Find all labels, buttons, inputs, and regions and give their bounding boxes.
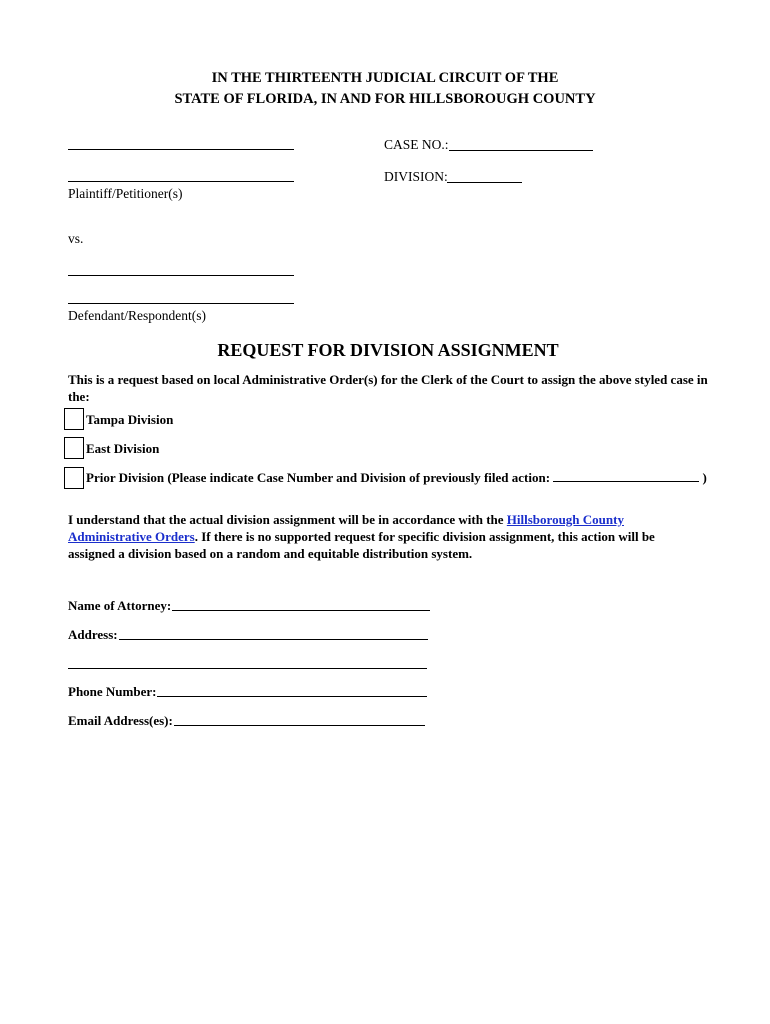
tampa-division-label: Tampa Division [86,412,174,427]
prior-division-checkbox[interactable] [64,467,84,489]
address-label: Address: [68,627,118,642]
statement-prefix: I understand that the actual division assignment will be in accordance with the [68,512,504,527]
division-label: DIVISION: [384,169,448,184]
address-field-1[interactable] [119,639,428,640]
address-field-2[interactable] [68,668,427,669]
tampa-division-checkbox[interactable] [64,408,84,430]
plaintiff-line-1[interactable] [68,149,294,150]
plaintiff-label: Plaintiff/Petitioner(s) [68,186,183,201]
case-no-field[interactable] [449,150,593,151]
attorney-name-field[interactable] [172,610,430,611]
defendant-line-1[interactable] [68,275,294,276]
east-division-checkbox[interactable] [64,437,84,459]
intro-paragraph: This is a request based on local Administrative Order(s) for the Clerk of the Court to assign the above styled case in the: [68,372,708,404]
phone-field[interactable] [157,696,427,697]
east-division-label: East Division [86,441,160,456]
plaintiff-line-2[interactable] [68,181,294,182]
statement-suffix: . If there is no supported request for specific division assignment, this action will be assigned a division based on a random and equitable distribution system. [68,529,655,561]
email-field[interactable] [174,725,425,726]
prior-division-text: Prior Division (Please indicate Case Number and Division of previously filed action: [86,470,551,485]
prior-division-field[interactable] [553,470,699,482]
administrative-orders-link[interactable]: Hillsborough County Administrative Orders [68,512,624,544]
prior-division-label [86,470,707,486]
phone-label: Phone Number: [68,684,157,699]
court-heading-line1: IN THE THIRTEENTH JUDICIAL CIRCUIT OF THE [211,70,559,86]
division-field[interactable] [447,182,522,183]
case-no-label: CASE NO.: [384,137,449,152]
vs-label: vs. [68,231,84,246]
court-heading-line2: STATE OF FLORIDA, IN AND FOR HILLSBOROUGH COUNTY [174,91,596,107]
defendant-line-2[interactable] [68,303,294,304]
form-title: REQUEST FOR DIVISION ASSIGNMENT [217,340,559,360]
attorney-name-label: Name of Attorney: [68,598,172,613]
email-label: Email Address(es): [68,713,173,728]
statement-paragraph [68,511,698,562]
defendant-label: Defendant/Respondent(s) [68,308,206,323]
prior-division-close: ) [702,470,707,485]
